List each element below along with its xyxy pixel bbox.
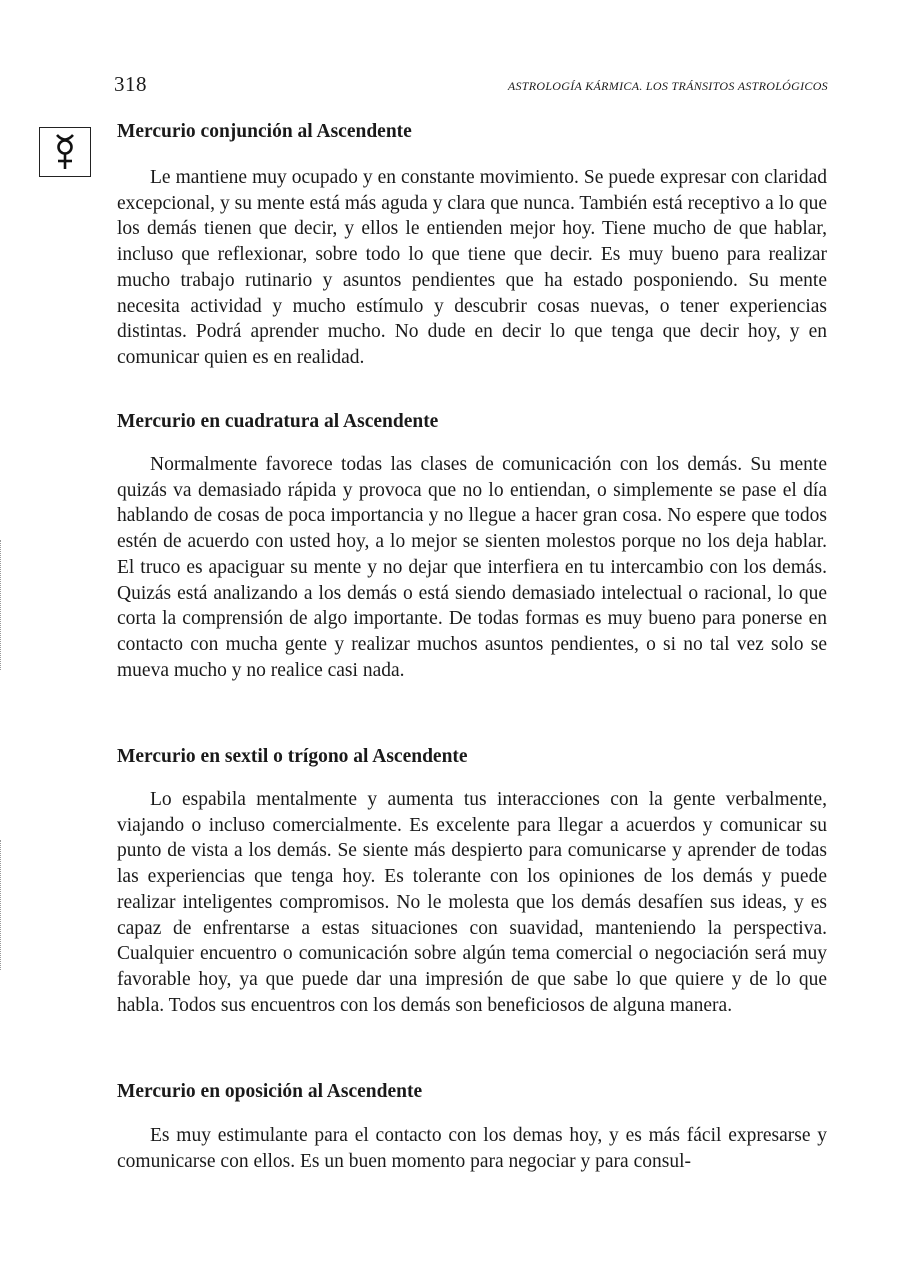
mercury-symbol-box xyxy=(39,127,91,177)
section-heading-sextil-trigono: Mercurio en sextil o trígono al Ascendente xyxy=(117,746,468,767)
running-header: ASTROLOGÍA KÁRMICA. LOS TRÁNSITOS ASTROLÓGICOS xyxy=(507,79,828,93)
section-body-conjuncion: Le mantiene muy ocupado y en constante movimiento. Se puede expresar con claridad excepcional, y su mente está más aguda y clara que nunca. También está receptivo a lo que los demás tienen que decir, y ellos le entienden mejor hoy. Tiene mucho de que hablar, incluso que reflexionar, sobre todo lo que tiene que decir. Es muy bueno para realizar mucho trabajo rutinario y asuntos pendientes que ha estado posponiendo. Su mente necesita actividad y mucho estímulo y descubrir cosas nuevas, o tener experiencias distintas. Podrá aprender mucho. No dude en decir lo que tenga que decir hoy, y en comunicar quien es en realidad. xyxy=(117,167,827,368)
section-heading-cuadratura: Mercurio en cuadratura al Ascendente xyxy=(117,411,439,432)
section-heading-conjuncion: Mercurio conjunción al Ascendente xyxy=(117,121,412,142)
section-body-cuadratura: Normalmente favorece todas las clases de comunicación con los demás. Su mente quizás va demasiado rápida y provoca que no lo entiendan, o simplemente se pase el día hablando de cosas de poca importancia y no llegue a hacer gran cosa. No espere que todos estén de acuerdo con usted hoy, a lo mejor se sienten molestos porque no los deja hablar. El truco es apaciguar su mente y no dejar que interfiera en tu intercambio con los demás. Quizás está analizando a los demás o está siendo demasiado intelectual o racional, lo que corta la comprensión de algo importante. De todas formas es muy bueno para ponerse en contacto con mucha gente y realizar muchos asuntos pendientes, o si no tal vez solo se mueva mucho y no realice casi nada. xyxy=(117,454,827,681)
page-number: 318 xyxy=(114,72,147,96)
margin-dots xyxy=(0,840,5,970)
section-body-oposicion: Es muy estimulante para el contacto con los demas hoy, y es más fácil expresarse y comunicarse con ellos. Es un buen momento para negociar y para consul- xyxy=(117,1125,827,1172)
section-heading-oposicion: Mercurio en oposición al Ascendente xyxy=(117,1081,423,1102)
margin-dots xyxy=(0,540,5,670)
mercury-icon xyxy=(50,132,80,172)
section-body-sextil-trigono: Lo espabila mentalmente y aumenta tus interacciones con la gente verbalmente, viajando o incluso comercialmente. Es excelente para llegar a acuerdos y comunicar su punto de vista a los demás. Se siente más despierto para comunicarse y aprender de todas las experiencias que tenga hoy. Es tolerante con los opiniones de los demás y puede realizar inteligentes compromisos. No le molesta que los demás desafíen sus ideas, y es capaz de enfrentarse a estas situaciones con suavidad, manteniendo la perspectiva. Cualquier encuentro o comunicación sobre algún tema comercial o negociación será muy favorable hoy, ya que puede dar una impresión de que sabe lo que quiere y de lo que habla. Todos sus encuentros con los demás son beneficiosos de alguna manera. xyxy=(117,789,827,1016)
